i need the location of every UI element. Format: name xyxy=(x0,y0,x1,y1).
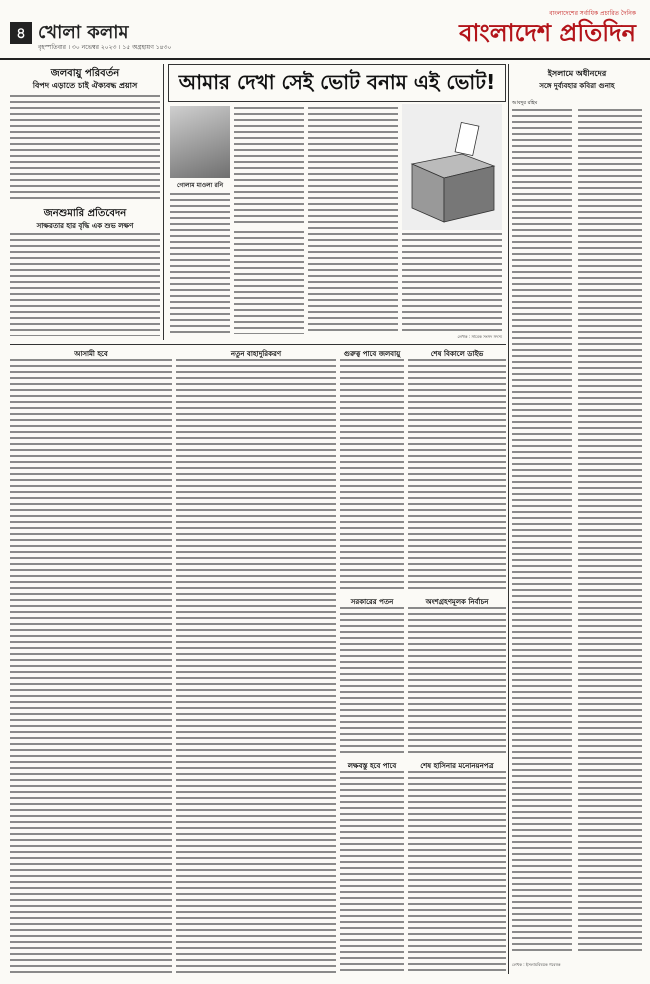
story5-body xyxy=(340,606,404,756)
right-kicker: ইসলামে অধীনদের xyxy=(547,69,607,78)
story7-body xyxy=(408,770,506,974)
main-body-col4 xyxy=(402,232,502,334)
date-line: বৃহস্পতিবার । ৩০ নভেম্বর ২০২৩ । ১৫ অগ্রহায়ণ ১৪৩০ xyxy=(38,44,172,51)
section-divider xyxy=(10,344,506,345)
column-divider xyxy=(163,64,164,340)
story4-title: শেষ বিকালে ডাইভ xyxy=(430,350,484,358)
story1-body xyxy=(10,358,172,974)
main-headline-box xyxy=(168,64,506,102)
story6-title: অংশগ্রহণমূলক নির্বাচন xyxy=(425,598,489,606)
right-body-col2 xyxy=(578,108,642,954)
main-body-col1 xyxy=(234,106,304,226)
masthead-tag: বাংলাদেশের সর্বাধিক প্রচারিত দৈনিক xyxy=(549,10,636,17)
story2-title: নতুন বাহাদুরিকরণ xyxy=(230,350,282,358)
story3-title: গুরুত্ব পাবে জলবায়ু xyxy=(343,350,401,358)
masthead-logo xyxy=(459,8,636,47)
author-byline: গোলাম মাওলা রনি xyxy=(176,182,224,189)
page-number: ৪ xyxy=(10,22,32,44)
left-kicker-1: জলবায়ু পরিবর্তন xyxy=(50,68,120,79)
author-photo xyxy=(170,106,230,178)
left-headline-1: বিপদ এড়াতে চাই ঐক্যবদ্ধ প্রয়াস xyxy=(32,81,138,90)
story8-title: লক্ষবস্তু হবে পাবে xyxy=(347,762,397,770)
story2-body xyxy=(176,358,336,974)
story1-title: আসামী হবে xyxy=(74,350,108,358)
story8-body xyxy=(340,770,404,974)
left-article-body-2 xyxy=(10,232,160,336)
right-footer: লেখক : ইসলামবিষয়ক গবেষক xyxy=(512,962,561,967)
masthead-name: বাংলাদেশ প্রতিদিন xyxy=(459,18,636,47)
story6-body xyxy=(408,606,506,756)
main-body-col3 xyxy=(308,106,398,334)
story4-body xyxy=(408,358,506,590)
story7-title: শেষ হাসিনার মনোনয়নপত্র xyxy=(420,762,494,770)
right-author: আবদুর রহিম xyxy=(512,100,538,106)
page-header xyxy=(0,0,650,60)
right-headline: সঙ্গে দুর্ব্যবহার কবিরা গুনাহ xyxy=(539,82,615,90)
right-divider xyxy=(508,64,509,974)
main-headline: আমার দেখা সেই ভোট বনাম এই ভোট! xyxy=(178,70,496,94)
story5-title: সরকারের পতন xyxy=(350,598,394,606)
left-headline-2: সাক্ষরতার হার বৃদ্ধি এক শুভ লক্ষণ xyxy=(36,222,134,230)
left-kicker-2: জনশুমারি প্রতিবেদন xyxy=(43,208,127,219)
main-body-col2 xyxy=(234,230,304,334)
main-author-note: লেখক : সাবেক সংসদ সদস্য xyxy=(457,334,502,339)
left-article-body-1 xyxy=(10,94,160,202)
right-body-col1 xyxy=(512,108,572,954)
ballot-box-illustration xyxy=(402,104,502,230)
section-title: খোলা কলাম xyxy=(38,22,129,43)
main-body-col1b xyxy=(170,192,230,334)
story3-body xyxy=(340,358,404,590)
